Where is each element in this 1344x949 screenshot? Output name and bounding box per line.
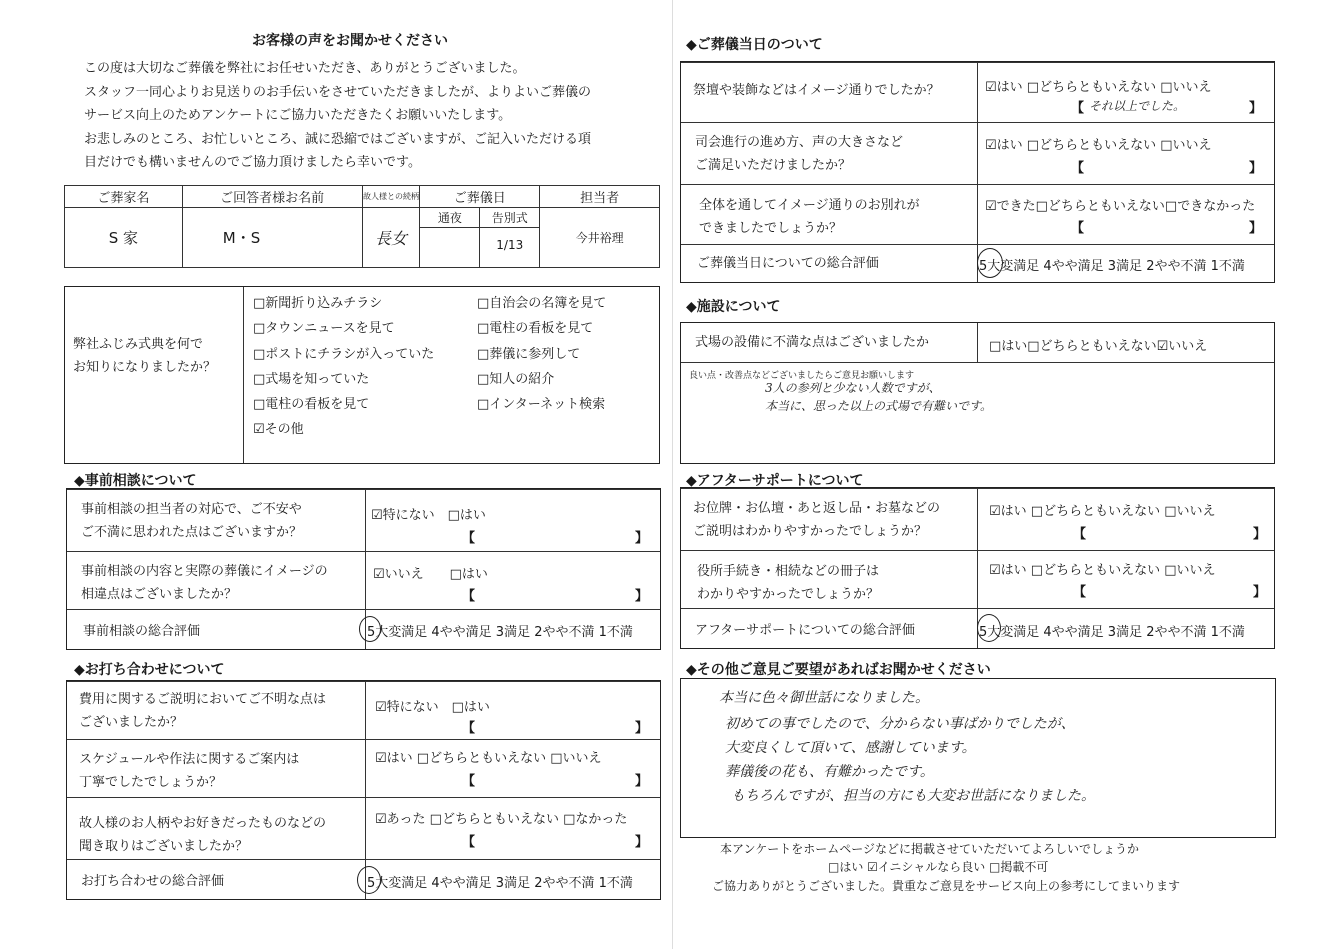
publish-options[interactable]: □はい ☑イニシャルなら良い □掲載不可 xyxy=(828,860,1049,874)
source-option[interactable]: □自治会の名簿を見て xyxy=(477,296,607,311)
consult-row-2: 事前相談の内容と実際の葬儀にイメージの 相違点はございましたか？ ☑いいえ □はい 【 】 xyxy=(67,551,660,609)
facility-heading: ◆施設について xyxy=(686,299,781,315)
wake-cell: 通夜 xyxy=(420,208,480,268)
source-option[interactable]: □新聞折り込みチラシ xyxy=(253,296,383,311)
meeting-row-2: スケジュールや作法に関するご案内は 丁寧でしたでしょうか？ ☑はい □どちらともいえない □いいえ 【 】 xyxy=(67,739,660,797)
publish-question: 本アンケートをホームページなどに掲載させていただいてよろしいでしょうか xyxy=(720,842,1140,856)
day-row-2: 司会進行の進め方、声の大きさなど ご満足いただけましたか？ ☑はい □どちらともいえない □いいえ 【 】 xyxy=(681,122,1274,184)
meeting-box xyxy=(66,680,661,900)
other-comment-line: 本当に色々御世話になりました。 xyxy=(719,690,929,706)
page-title: お客様の声をお聞かせください xyxy=(252,33,448,49)
answer[interactable]: ☑特にない □はい xyxy=(375,700,490,715)
day-row-3: 全体を通してイメージ通りのお別れが できましたでしょうか？ ☑できた□どちらともいえない□できなかった 【 】 xyxy=(681,184,1274,244)
consult-box xyxy=(66,488,661,650)
selected-rating-circle xyxy=(977,614,1001,642)
header-staff: 担当者 xyxy=(540,186,660,208)
day-overall-row: ご葬儀当日についての総合評価 5大変満足 4やや満足 3満足 2やや不満 1不満 xyxy=(681,244,1274,282)
after-row-2: 役所手続き・相続などの冊子は わかりやすかったでしょうか？ ☑はい □どちらともいえない □いいえ 【 】 xyxy=(681,550,1274,608)
answer[interactable]: ☑あった □どちらともいえない □なかった xyxy=(375,812,628,827)
source-option[interactable]: □電柱の看板を見て xyxy=(477,321,594,337)
source-option[interactable]: □知人の紹介 xyxy=(477,371,555,387)
consult-overall-row: 事前相談の総合評価 5大変満足 4やや満足 3満足 2やや不満 1不満 xyxy=(67,609,660,649)
meeting-row-3: 故人様のお人柄やお好きだったものなどの 聞き取りはございましたか？ ☑あった □どちらともいえない □なかった 【 】 xyxy=(67,797,660,859)
rating-scale[interactable]: 5大変満足 4やや満足 3満足 2やや不満 1不満 xyxy=(979,259,1245,274)
info-table xyxy=(64,185,660,268)
facility-comment-label: 良い点・改善点などございましたらご意見お願いします xyxy=(689,371,915,381)
day-box xyxy=(680,61,1275,283)
answer[interactable]: ☑はい □どちらともいえない □いいえ xyxy=(375,751,602,766)
rating-scale[interactable]: 5大変満足 4やや満足 3満足 2やや不満 1不満 xyxy=(979,625,1245,640)
after-box xyxy=(680,487,1275,649)
rating-scale[interactable]: 5大変満足 4やや満足 3満足 2やや不満 1不満 xyxy=(367,876,633,891)
answer[interactable]: ☑特にない □はい xyxy=(371,508,486,523)
meeting-heading: ◆お打ち合わせについて xyxy=(74,662,225,678)
rating-scale[interactable]: 5大変満足 4やや満足 3満足 2やや不満 1不満 xyxy=(367,625,633,640)
answer[interactable]: ☑はい □どちらともいえない □いいえ xyxy=(985,80,1212,95)
header-relation: 故人様との続柄 xyxy=(362,186,420,208)
source-option[interactable]: □タウンニュースを見て xyxy=(253,321,395,337)
header-date: ご葬儀日 xyxy=(420,186,540,208)
after-overall-row: アフターサポートについての総合評価 5大変満足 4やや満足 3満足 2やや不満 1不満 xyxy=(681,608,1274,648)
facility-comment-line: 本当に、思った以上の式場で有難いです。 xyxy=(765,399,993,413)
answer[interactable]: ☑はい □どちらともいえない □いいえ xyxy=(989,504,1216,519)
source-option[interactable]: □葬儀に参列して xyxy=(477,346,581,362)
meeting-overall-row: お打ち合わせの総合評価 5大変満足 4やや満足 3満足 2やや不満 1不満 xyxy=(67,859,660,899)
consult-row-1: 事前相談の担当者の対応で、ご不安や ご不満に思われた点はございますか？ ☑特にない □はい 【 】 xyxy=(67,489,660,551)
funeral-cell: 告別式 1/13 xyxy=(480,208,540,268)
header-family: ご葬家名 xyxy=(65,186,183,208)
answer[interactable]: ☑はい □どちらともいえない □いいえ xyxy=(985,138,1212,153)
day-row-1: 祭壇や装飾などはイメージ通りでしたか？ ☑はい □どちらともいえない □いいえ 【 それ以上でした。 】 xyxy=(681,62,1274,122)
facility-comment-line: 3人の参列と少ない人数ですが、 xyxy=(765,381,941,395)
other-comment-line: 初めての事でしたので、分からない事ばかりでしたが、 xyxy=(725,716,1075,732)
answer[interactable]: ☑いいえ □はい xyxy=(373,567,488,582)
staff-value: 今井裕理 xyxy=(540,208,660,268)
relation-value: 長女 xyxy=(362,208,420,268)
intro-text: この度は大切なご葬儀を弊社にお任せいただき、ありがとうございました。 スタッフ一同心よりお見送りのお手伝いをさせていただきましたが、よりよいご葬儀の サービス向上のためアンケートにご協力いただきたくお願いいたします。 お悲しみのところ、お忙しいところ、誠に恐縮ではございますが、ご記入いただける項 目だけでも構いませんのでご協力頂けましたら幸いです。 xyxy=(84,61,592,170)
header-respondent: ご回答者様お名前 xyxy=(182,186,362,208)
answer[interactable]: ☑はい □どちらともいえない □いいえ xyxy=(989,563,1216,578)
page-fold xyxy=(672,0,673,949)
source-option[interactable]: □式場を知っていた xyxy=(253,371,370,387)
other-comment-line: 大変良くして頂いて、感謝しています。 xyxy=(725,740,976,756)
source-box xyxy=(64,286,660,464)
source-option[interactable]: □電柱の看板を見て xyxy=(253,397,370,413)
selected-rating-circle xyxy=(357,866,381,894)
other-comment-box xyxy=(680,678,1276,838)
after-row-1: お位牌・お仏壇・あと返し品・お墓などの ご説明はわかりやすかったでしょうか？ ☑はい □どちらともいえない □いいえ 【 】 xyxy=(681,488,1274,550)
other-comment-line: 葬儀後の花も、有難かったです。 xyxy=(725,764,934,780)
day-heading: ◆ご葬儀当日のついて xyxy=(686,37,823,53)
selected-rating-circle xyxy=(977,248,1003,278)
meeting-row-1: 費用に関するご説明においてご不明な点は ございましたか？ ☑特にない □はい 【 】 xyxy=(67,681,660,739)
source-option[interactable]: □インターネット検索 xyxy=(477,397,606,413)
source-option[interactable]: □ポストにチラシが入っていた xyxy=(253,346,435,362)
answer[interactable]: ☑できた□どちらともいえない□できなかった xyxy=(985,199,1256,214)
family-value: S 家 xyxy=(65,208,183,268)
facility-box: 式場の設備に不満な点はございましたか □はい□どちらともいえない☑いいえ 良い点・改善点などございましたらご意見お願いします 3人の参列と少ない人数ですが、 本当に、思った以上の式場で有難いです。 xyxy=(680,322,1275,464)
respondent-value: M・S xyxy=(182,208,362,268)
selected-rating-circle xyxy=(359,616,381,642)
other-comment-line: もちろんですが、担当の方にも大変お世話になりました。 xyxy=(731,788,1095,804)
consult-heading: ◆事前相談について xyxy=(74,473,197,489)
after-heading: ◆アフターサポートについて xyxy=(686,473,864,489)
source-options-col2 xyxy=(477,291,606,417)
other-heading: ◆その他ご意見ご要望があればお聞かせください xyxy=(686,662,991,678)
source-question: 弊社ふじみ式典を何で お知りになりましたか？ xyxy=(73,337,217,375)
answer[interactable]: □はい□どちらともいえない☑いいえ xyxy=(989,339,1208,354)
source-options-col1 xyxy=(253,291,434,443)
handwritten-note: それ以上でした。 xyxy=(1089,99,1186,113)
thanks-text: ご協力ありがとうございました。貴重なご意見をサービス向上の参考にしてまいります xyxy=(712,879,1181,893)
source-option[interactable]: ☑その他 xyxy=(253,422,304,438)
